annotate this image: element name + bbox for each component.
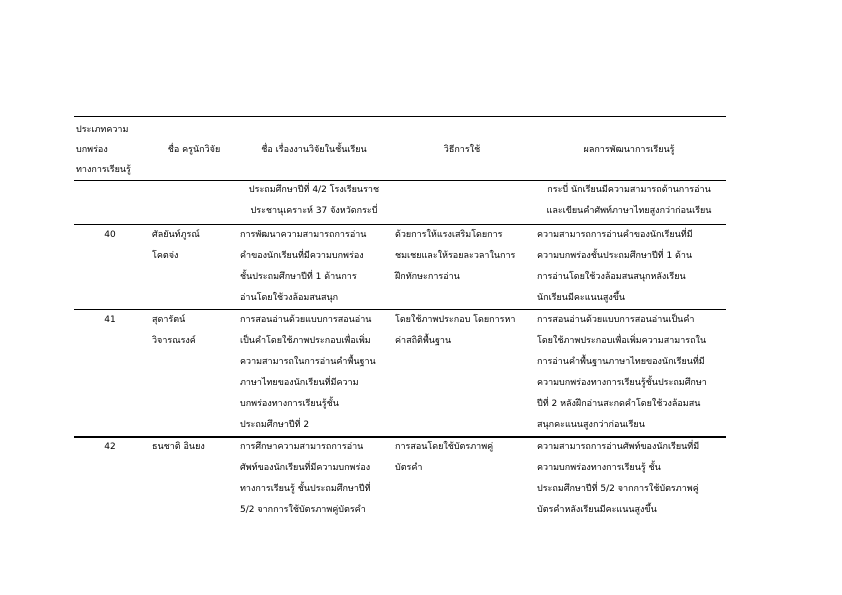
header-title: ชื่อ เรื่องงานวิจัยในชั้นเรียน <box>261 145 367 155</box>
row-41-number: 41 <box>104 315 116 325</box>
row-42-title-line-2: ศัพท์ของนักเรียนที่มีความบกพร่อง <box>240 463 371 473</box>
row-41-title-line-2: เป็นคำโดยใช้ภาพประกอบเพื่อเพิ่ม <box>240 336 371 346</box>
row-41-title-line-4: ภาษาไทยของนักเรียนที่มีความ <box>240 378 359 388</box>
row-41-result-line-2: โดยใช้ภาพประกอบเพื่อเพิ่มความสามารถใน <box>537 336 707 346</box>
continuation-title-line-1: ประถมศึกษาปีที่ 4/2 โรงเรียนราช <box>248 185 380 195</box>
row-42-result-line-1: ความสามารถการอ่านศัพท์ของนักเรียนที่มี <box>537 442 700 452</box>
row-40-result-line-4: นักเรียนมีคะแนนสูงขึ้น <box>537 293 626 303</box>
row-41-title-line-1: การสอนอ่านด้วยแบบการสอนอ่าน <box>240 315 372 325</box>
row-41-researcher-line-1: สุดารัตน์ <box>152 315 186 325</box>
row-41-title-line-6: ประถมศึกษาปีที่ 2 <box>240 420 310 430</box>
row-42-method-line-1: การสอนโดยใช้บัตรภาพคู่ <box>395 442 494 452</box>
row-40-method-line-2: ชมเชยและให้รอยละวลาในการ <box>395 251 516 261</box>
row-42-result-line-4: บัตรคำหลังเรียนมีคะแนนสูงขึ้น <box>537 505 657 515</box>
header-type-line-1: ประเภทความ <box>76 125 129 135</box>
row-42-result-line-2: ความบกพร่องทางการเรียนรู้ ชั้น <box>537 463 661 473</box>
continuation-result-line-2: และเขียนคำศัพท์ภาษาไทยสูงกว่าก่อนเรียน <box>546 206 712 216</box>
row-41-result-line-4: ความบกพร่องทางการเรียนรู้ชั้นประถมศึกษา <box>537 378 707 388</box>
row-40-title-line-3: ชั้นประถมศึกษาปีที่ 1 ด้านการ <box>240 272 357 282</box>
row-42-title-line-3: ทางการเรียนรู้ ชั้นประถมศึกษาปีที่ <box>240 484 371 494</box>
continuation-result-line-1: กระบี่ นักเรียนมีความสามารถด้านการอ่าน <box>547 185 711 195</box>
row-41-researcher-line-2: วิจารณรงค์ <box>152 336 196 346</box>
row-42-researcher-line-1: ธนชาติ อินยง <box>152 442 205 452</box>
table-top-rule <box>74 116 726 117</box>
row-rule-41 <box>74 309 726 310</box>
row-40-result-line-3: การอ่านโดยใช้วงล้อมสนสนุกหลังเรียน <box>537 272 686 282</box>
row-40-result-line-2: ความบกพร่องชั้นประถมศึกษาปีที่ 1 ด้าน <box>537 251 693 261</box>
row-41-result-line-6: สนุกคะแนนสูงกว่าก่อนเรียน <box>537 420 645 430</box>
row-42-method-line-2: บัตรคำ <box>395 463 423 473</box>
row-41-title-line-3: ความสามารถในการอ่านคำพื้นฐาน <box>240 357 376 367</box>
row-42-title-line-4: 5/2 จากการใช้บัตรภาพคู่บัตรคำ <box>240 505 366 515</box>
row-42-result-line-3: ประถมศึกษาปีที่ 5/2 จากการใช้บัตรภาพคู่ <box>537 484 699 494</box>
row-40-number: 40 <box>104 230 116 240</box>
row-rule-40 <box>74 224 726 225</box>
row-41-method-line-1: โดยใช้ภาพประกอบ โดยการหา <box>395 315 516 325</box>
row-40-title-line-1: การพัฒนาความสามารถการอ่าน <box>240 230 367 240</box>
row-41-method-line-2: ค่าสถิติพื้นฐาน <box>395 336 452 346</box>
row-40-researcher-line-1: ศัลยันท์ภูรณ์ <box>152 230 200 240</box>
row-40-result-line-1: ความสามารถการอ่านคำของนักเรียนที่มี <box>537 230 693 240</box>
row-40-method-line-1: ด้วยการให้แรงเสริมโดยการ <box>395 230 503 240</box>
row-41-result-line-3: การอ่านคำพื้นฐานภาษาไทยของนักเรียนที่มี <box>537 357 705 367</box>
row-40-method-line-3: ฝึกทักษะการอ่าน <box>395 272 460 282</box>
row-40-title-line-2: คำของนักเรียนที่มีความบกพร่อง <box>240 251 364 261</box>
header-type-line-3: ทางการเรียนรู้ <box>76 165 131 175</box>
header-type-line-2: บกพร่อง <box>76 145 108 155</box>
row-41-title-line-5: บกพร่องทางการเรียนรู้ชั้น <box>240 399 339 409</box>
row-40-researcher-line-2: โคตจ่ง <box>152 251 179 261</box>
row-41-result-line-5: ปีที่ 2 หลังฝึกอ่านสะกดคำโดยใช้วงล้อมสน <box>537 399 701 409</box>
row-42-title-line-1: การศึกษาความสามารถการอ่าน <box>240 442 364 452</box>
header-method: วิธีการใช้ <box>443 145 481 155</box>
row-40-title-line-4: อ่านโดยใช้วงล้อมสนสนุก <box>240 293 339 303</box>
row-41-result-line-1: การสอนอ่านด้วยแบบการสอนอ่านเป็นคำ <box>537 315 695 325</box>
row-42-number: 42 <box>104 442 116 452</box>
continuation-title-line-2: ประชานุเคราะห์ 37 จังหวัดกระบี่ <box>250 206 378 216</box>
header-result: ผลการพัฒนาการเรียนรู้ <box>583 145 675 155</box>
header-researcher: ชื่อ ครูนักวิจัย <box>167 145 221 155</box>
